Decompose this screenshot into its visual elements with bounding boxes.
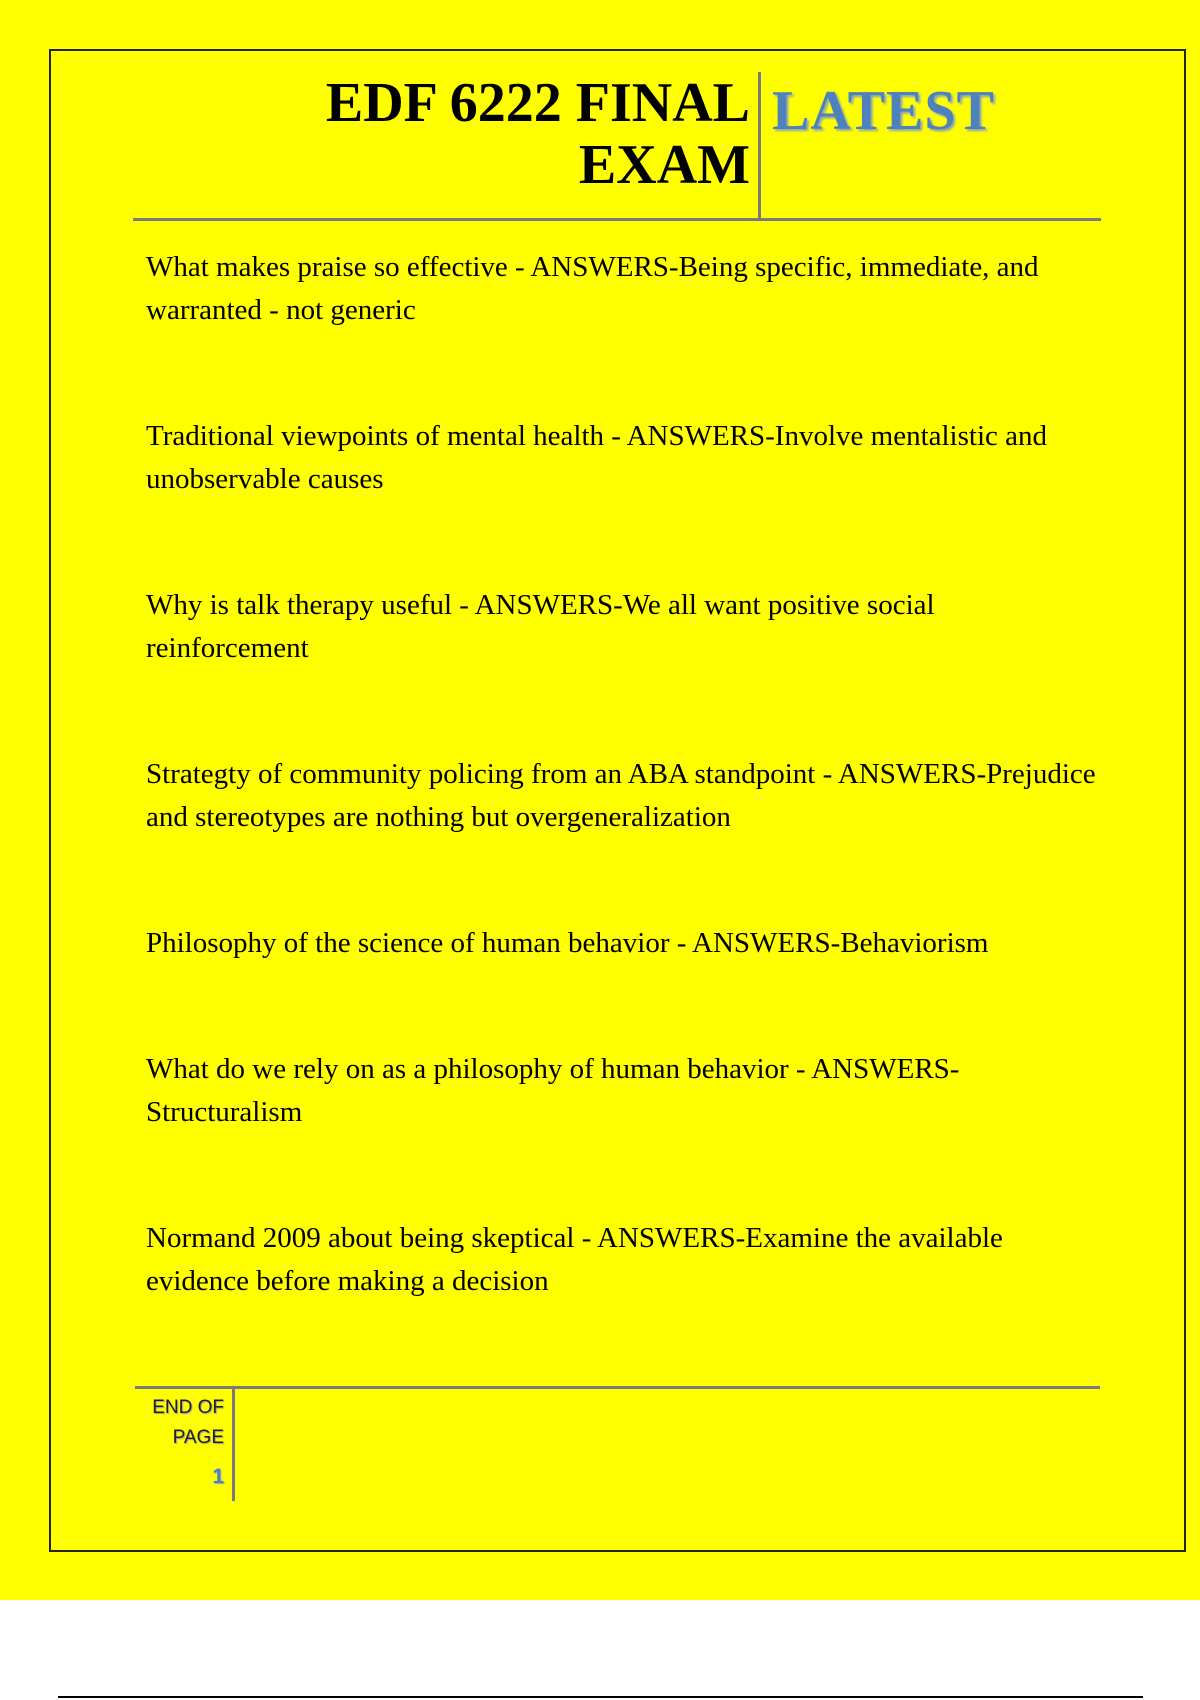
end-of-page-label: END OF PAGE [152, 1397, 224, 1448]
qa-item: Why is talk therapy useful - ANSWERS-We all want positive social reinforcement [146, 589, 935, 664]
qa-list [146, 246, 1096, 1386]
qa-item: Normand 2009 about being skeptical - ANSWERS-Examine the available evidence before making a decision [146, 1222, 1003, 1297]
qa-item: Strategty of community policing from an ABA standpoint - ANSWERS-Prejudice and stereotypes are nothing but overgeneralization [146, 758, 1096, 833]
footer-divider [232, 1386, 235, 1501]
qa-item: Traditional viewpoints of mental health - ANSWERS-Involve mentalistic and unobservable causes [146, 420, 1048, 495]
bottom-rule [58, 1696, 1143, 1698]
qa-item: What do we rely on as a philosophy of human behavior - ANSWERS-Structuralism [146, 1053, 960, 1128]
title-divider [758, 72, 761, 220]
qa-item: What makes praise so effective - ANSWERS-Being specific, immediate, and warranted - not generic [146, 251, 1039, 326]
latest-label: LATEST [772, 80, 995, 142]
qa-item: Philosophy of the science of human behavior - ANSWERS-Behaviorism [146, 927, 989, 959]
footer-rule [135, 1386, 1100, 1389]
header-rule [133, 218, 1101, 221]
document-title: EDF 6222 FINAL EXAM [325, 72, 750, 196]
page-number: 1 [212, 1465, 224, 1488]
